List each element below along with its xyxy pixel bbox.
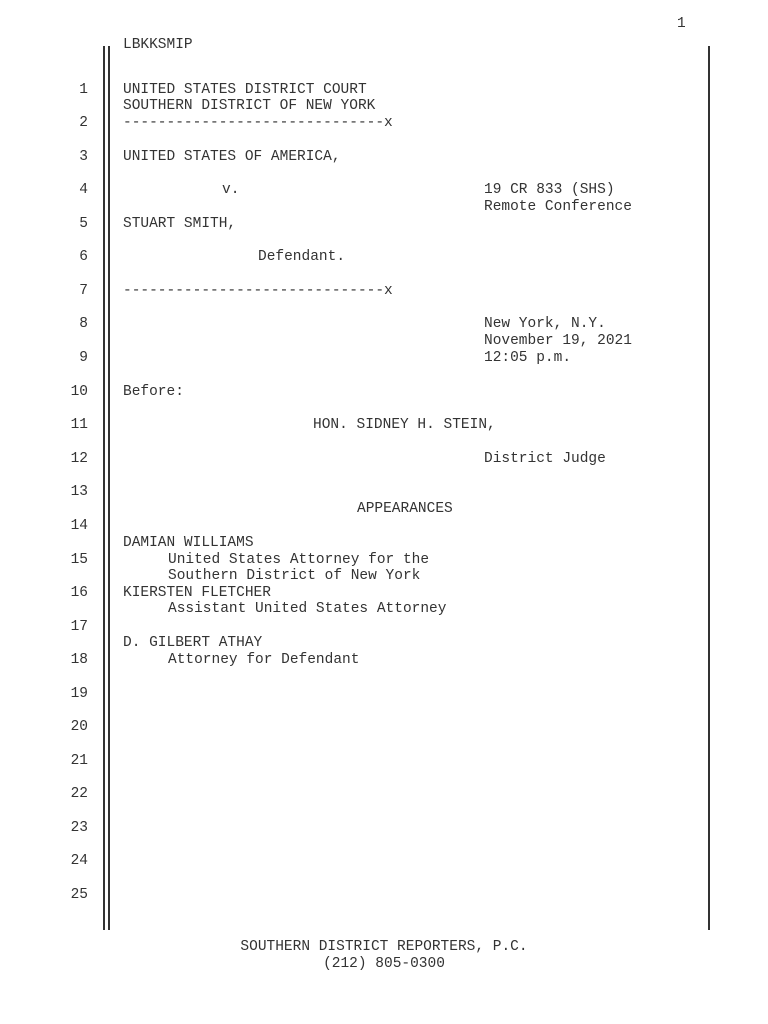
line-number: 22 [70, 786, 88, 802]
proceeding-type: Remote Conference [484, 199, 632, 215]
header-code: LBKKSMIP [123, 37, 193, 53]
before-label: Before: [123, 384, 184, 400]
line-number: 23 [70, 820, 88, 836]
attorney-role: Attorney for Defendant [168, 652, 360, 668]
defendant-name: STUART SMITH, [123, 216, 237, 232]
line-number: 20 [70, 719, 88, 735]
defendant-label: Defendant. [258, 249, 346, 265]
caption-divider-top: ------------------------------x [123, 115, 393, 131]
line-number: 16 [70, 585, 88, 601]
attorney-name: D. GILBERT ATHAY [123, 635, 263, 651]
line-number: 5 [79, 216, 88, 232]
court-name: UNITED STATES DISTRICT COURT [123, 82, 367, 98]
attorney-name: KIERSTEN FLETCHER [123, 585, 271, 601]
line-number: 18 [70, 652, 88, 668]
line-number: 17 [70, 619, 88, 635]
location: New York, N.Y. [484, 316, 606, 332]
page-number: 1 [677, 16, 686, 32]
attorney-name: DAMIAN WILLIAMS [123, 535, 254, 551]
court-district: SOUTHERN DISTRICT OF NEW YORK [123, 98, 376, 114]
line-number: 11 [70, 417, 88, 433]
line-number: 19 [70, 686, 88, 702]
versus-label: v. [222, 182, 240, 198]
attorney-role: United States Attorney for the [168, 552, 430, 568]
date: November 19, 2021 [484, 333, 632, 349]
line-number: 12 [70, 451, 88, 467]
judge-name: HON. SIDNEY H. STEIN, [313, 417, 496, 433]
case-number: 19 CR 833 (SHS) [484, 182, 615, 198]
caption-divider-bottom: ------------------------------x [123, 283, 393, 299]
line-number: 8 [79, 316, 88, 332]
line-number: 24 [70, 853, 88, 869]
attorney-role: Assistant United States Attorney [168, 601, 447, 617]
line-number: 9 [79, 350, 88, 366]
attorney-role-district: Southern District of New York [168, 568, 421, 584]
footer-reporter-name: SOUTHERN DISTRICT REPORTERS, P.C. [240, 939, 528, 955]
line-number: 13 [70, 484, 88, 500]
line-number: 1 [79, 82, 88, 98]
line-number: 3 [79, 149, 88, 165]
line-number: 10 [70, 384, 88, 400]
line-number: 4 [79, 182, 88, 198]
footer-phone: (212) 805-0300 [323, 956, 445, 972]
line-number: 2 [79, 115, 88, 131]
line-number: 25 [70, 887, 88, 903]
time: 12:05 p.m. [484, 350, 572, 366]
judge-title: District Judge [484, 451, 606, 467]
line-number: 6 [79, 249, 88, 265]
appearances-heading: APPEARANCES [357, 501, 453, 517]
line-number: 7 [79, 283, 88, 299]
plaintiff-name: UNITED STATES OF AMERICA, [123, 149, 341, 165]
line-number: 21 [70, 753, 88, 769]
line-number: 15 [70, 552, 88, 568]
line-number: 14 [70, 518, 88, 534]
